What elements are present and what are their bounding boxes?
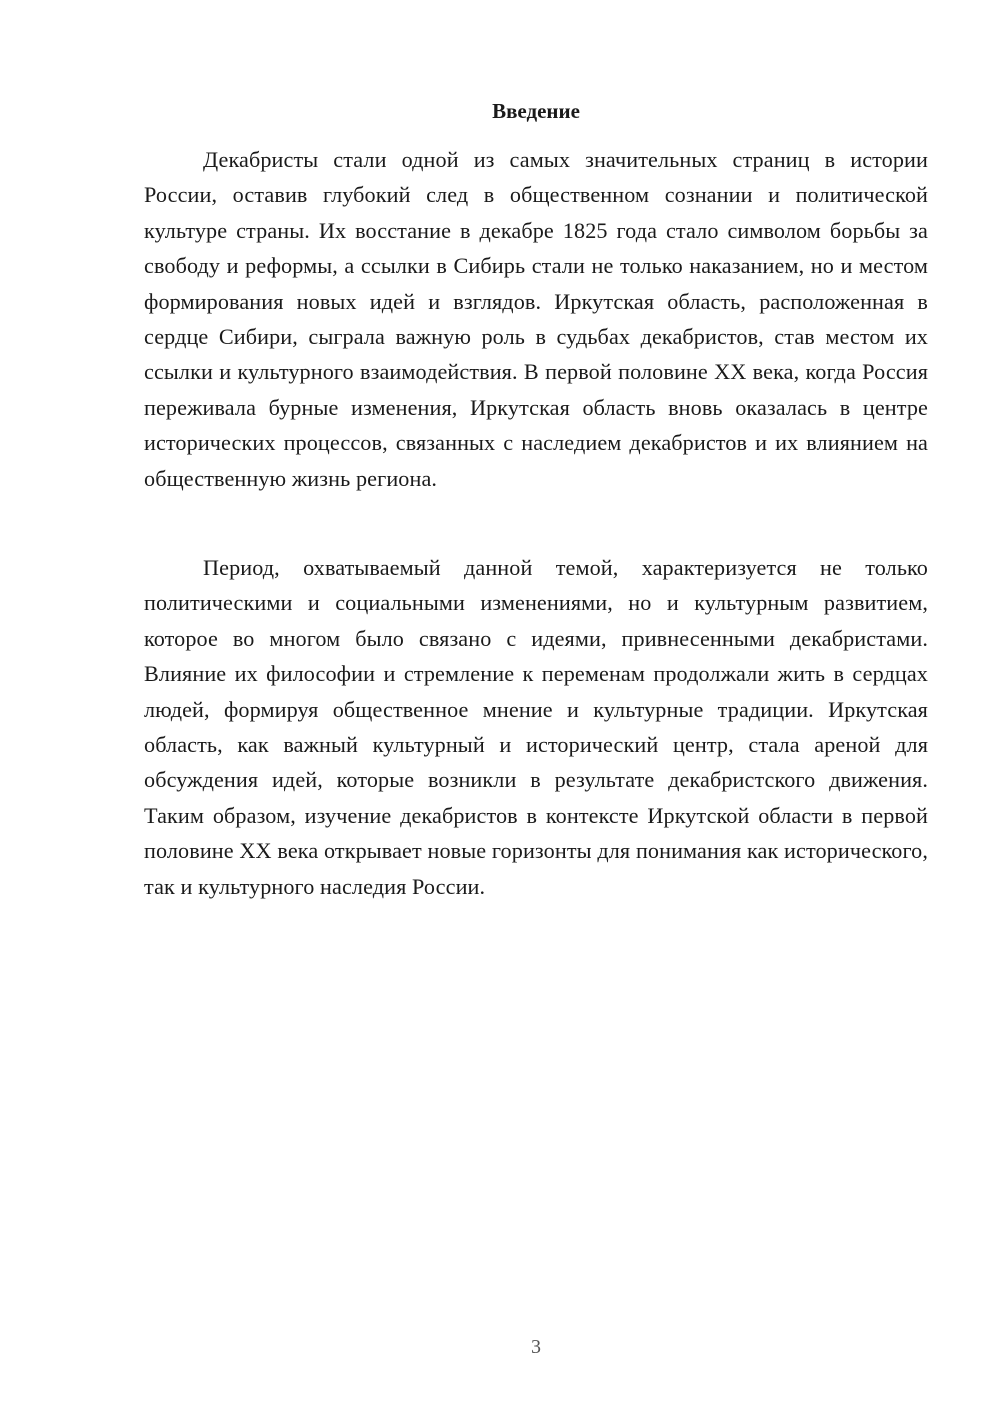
paragraph-intro: Декабристы стали одной из самых значительных страниц в истории России, оставив глубокий след в общественном сознании и политической культуре страны. Их восстание в декабре 1825 года стало символом борьбы за свободу и реформы, а ссылки в Сибирь стали не только наказанием, но и местом формирования новых идей и взглядов. Иркутская область, расположенная в сердце Сибири, сыграла важную роль в судьбах декабристов, став местом их ссылки и культурного взаимодействия. В первой половине XX века, когда Россия переживала бурные изменения, Иркутская область вновь оказалась в центре исторических процессов, связанных с наследием декабристов и их влиянием на общественную жизнь региона. xyxy=(144,147,928,491)
page-title: Введение xyxy=(492,99,580,123)
page-number: 3 xyxy=(531,1336,541,1358)
paragraph-period: Период, охватываемый данной темой, характеризуется не только политическими и социальными изменениями, но и культурным развитием, которое во многом было связано с идеями, привнесенными декабристами. Влияние их философии и стремление к переменам продолжали жить в сердцах людей, формируя общественное мнение и культурные традиции. Иркутская область, как важный культурный и исторический центр, стала ареной для обсуждения идей, которые возникли в результате декабристского движения. Таким образом, изучение декабристов в контексте Иркутской области в первой половине XX века открывает новые горизонты для понимания как исторического, так и культурного наследия России. xyxy=(144,555,928,899)
